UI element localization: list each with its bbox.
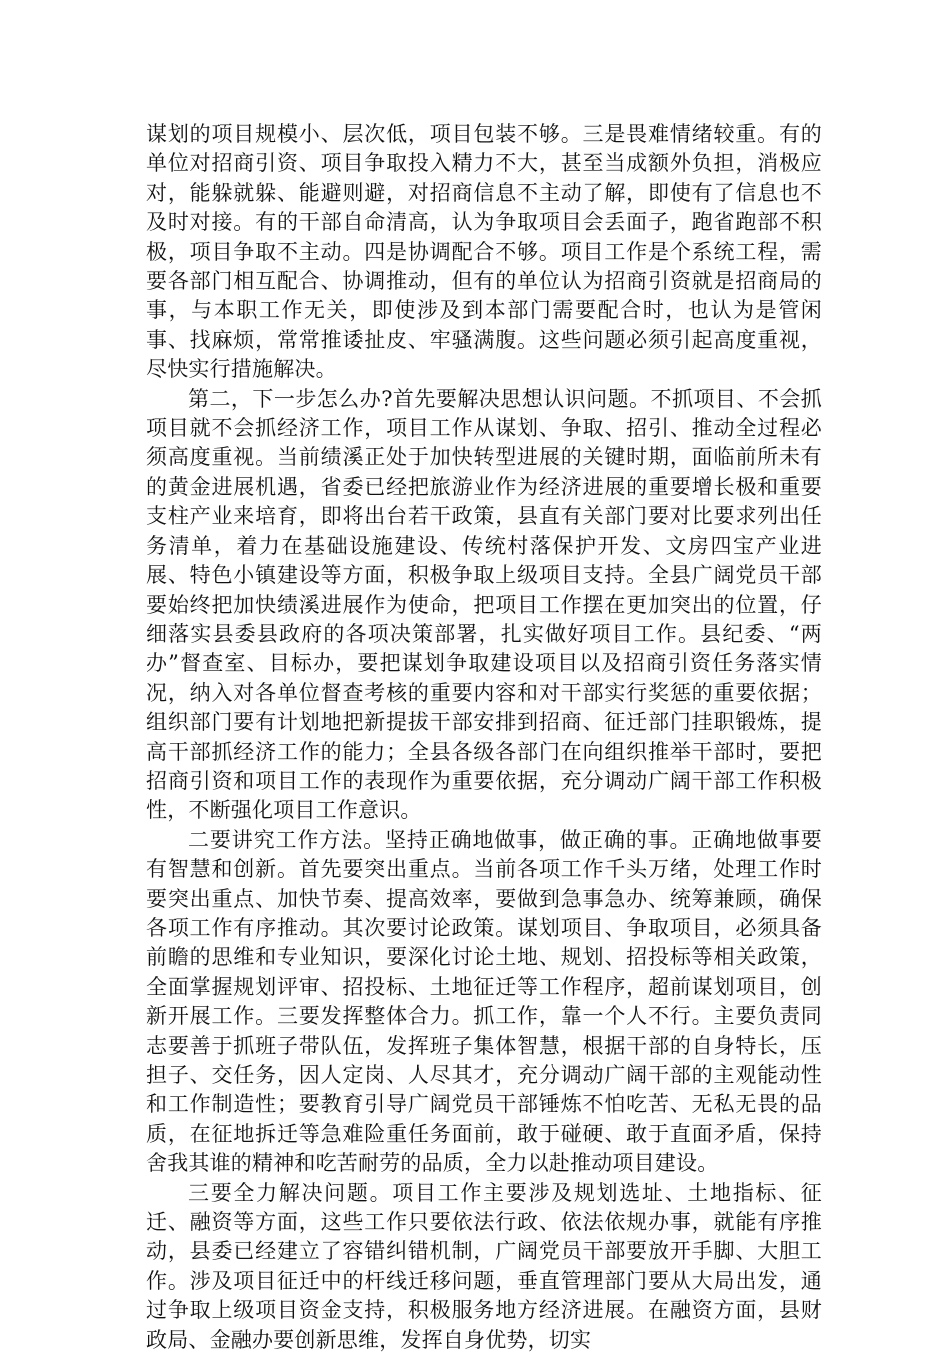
document-body — [146, 120, 822, 1355]
paragraph-4: 三要全力解决问题。项目工作主要涉及规划选址、土地指标、征迁、融资等方面，这些工作只要依法行政、依法依规办事，就能有序推动，县委已经建立了容错纠错机制，广阔党员干部要放开手脚、大胆工作。涉及项目征迁中的杆线迁移问题，垂直管理部门要从大局出发，通过争取上级项目资金支持，积极服务地方经济进展。在融资方面，县财政局、金融办要创新思维，发挥自身优势，切实 — [146, 1180, 822, 1352]
paragraph-1: 谋划的项目规模小、层次低，项目包装不够。三是畏难情绪较重。有的单位对招商引资、项目争取投入精力不大，甚至当成额外负担，消极应对，能躲就躲、能避则避，对招商信息不主动了解，即使有了信息也不及时对接。有的干部自命清高，认为争取项目会丢面子，跑省跑部不积极，项目争取不主动。四是协调配合不够。项目工作是个系统工程，需要各部门相互配合、协调推动，但有的单位认为招商引资就是招商局的事，与本职工作无关，即使涉及到本部门需要配合时，也认为是管闲事、找麻烦，常常推诿扯皮、牢骚满腹。这些问题必须引起高度重视，尽快实行措施解决。 — [146, 122, 822, 382]
paragraph-2: 第二，下一步怎么办?首先要解决思想认识问题。不抓项目、不会抓项目就不会抓经济工作，项目工作从谋划、争取、招引、推动全过程必须高度重视。当前绩溪正处于加快转型进展的关键时期，面临前所未有的黄金进展机遇，省委已经把旅游业作为经济进展的重要增长极和重要支柱产业来培育，即将出台若干政策，县直有关部门要对比要求列出任务清单，着力在基础设施建设、传统村落保护开发、文房四宝产业进展、特色小镇建设等方面，积极争取上级项目支持。全县广阔党员干部要始终把加快绩溪进展作为使命，把项目工作摆在更加突出的位置，仔细落实县委县政府的各项决策部署，扎实做好项目工作。县纪委、“两办”督查室、目标办，要把谋划争取建设项目以及招商引资任务落实情况，纳入对各单位督查考核的重要内容和对干部实行奖惩的重要依据；组织部门要有计划地把新提拔干部安排到招商、征迁部门挂职锻炼，提高干部抓经济工作的能力；全县各级各部门在向组织推举干部时，要把招商引资和项目工作的表现作为重要依据，充分调动广阔干部工作积极性，不断强化项目工作意识。 — [146, 386, 822, 823]
paragraph-3: 二要讲究工作方法。坚持正确地做事，做正确的事。正确地做事要有智慧和创新。首先要突出重点。当前各项工作千头万绪，处理工作时要突出重点、加快节奏、提高效率，要做到急事急办、统筹兼顾，确保各项工作有序推动。其次要讨论政策。谋划项目、争取项目，必须具备前瞻的思维和专业知识，要深化讨论土地、规划、招投标等相关政策，全面掌握规划评审、招投标、土地征迁等工作程序，超前谋划项目，创新开展工作。三要发挥整体合力。抓工作，靠一个人不行。主要负责同志要善于抓班子带队伍，发挥班子集体智慧，根据干部的自身特长，压担子、交任务，因人定岗、人尽其才，充分调动广阔干部的主观能动性和工作制造性；要教育引导广阔党员干部锤炼不怕吃苦、无私无畏的品质，在征地拆迁等急难险重任务面前，敢于碰硬、敢于直面矛盾，保持舍我其谁的精神和吃苦耐劳的品质，全力以赴推动项目建设。 — [146, 827, 822, 1176]
